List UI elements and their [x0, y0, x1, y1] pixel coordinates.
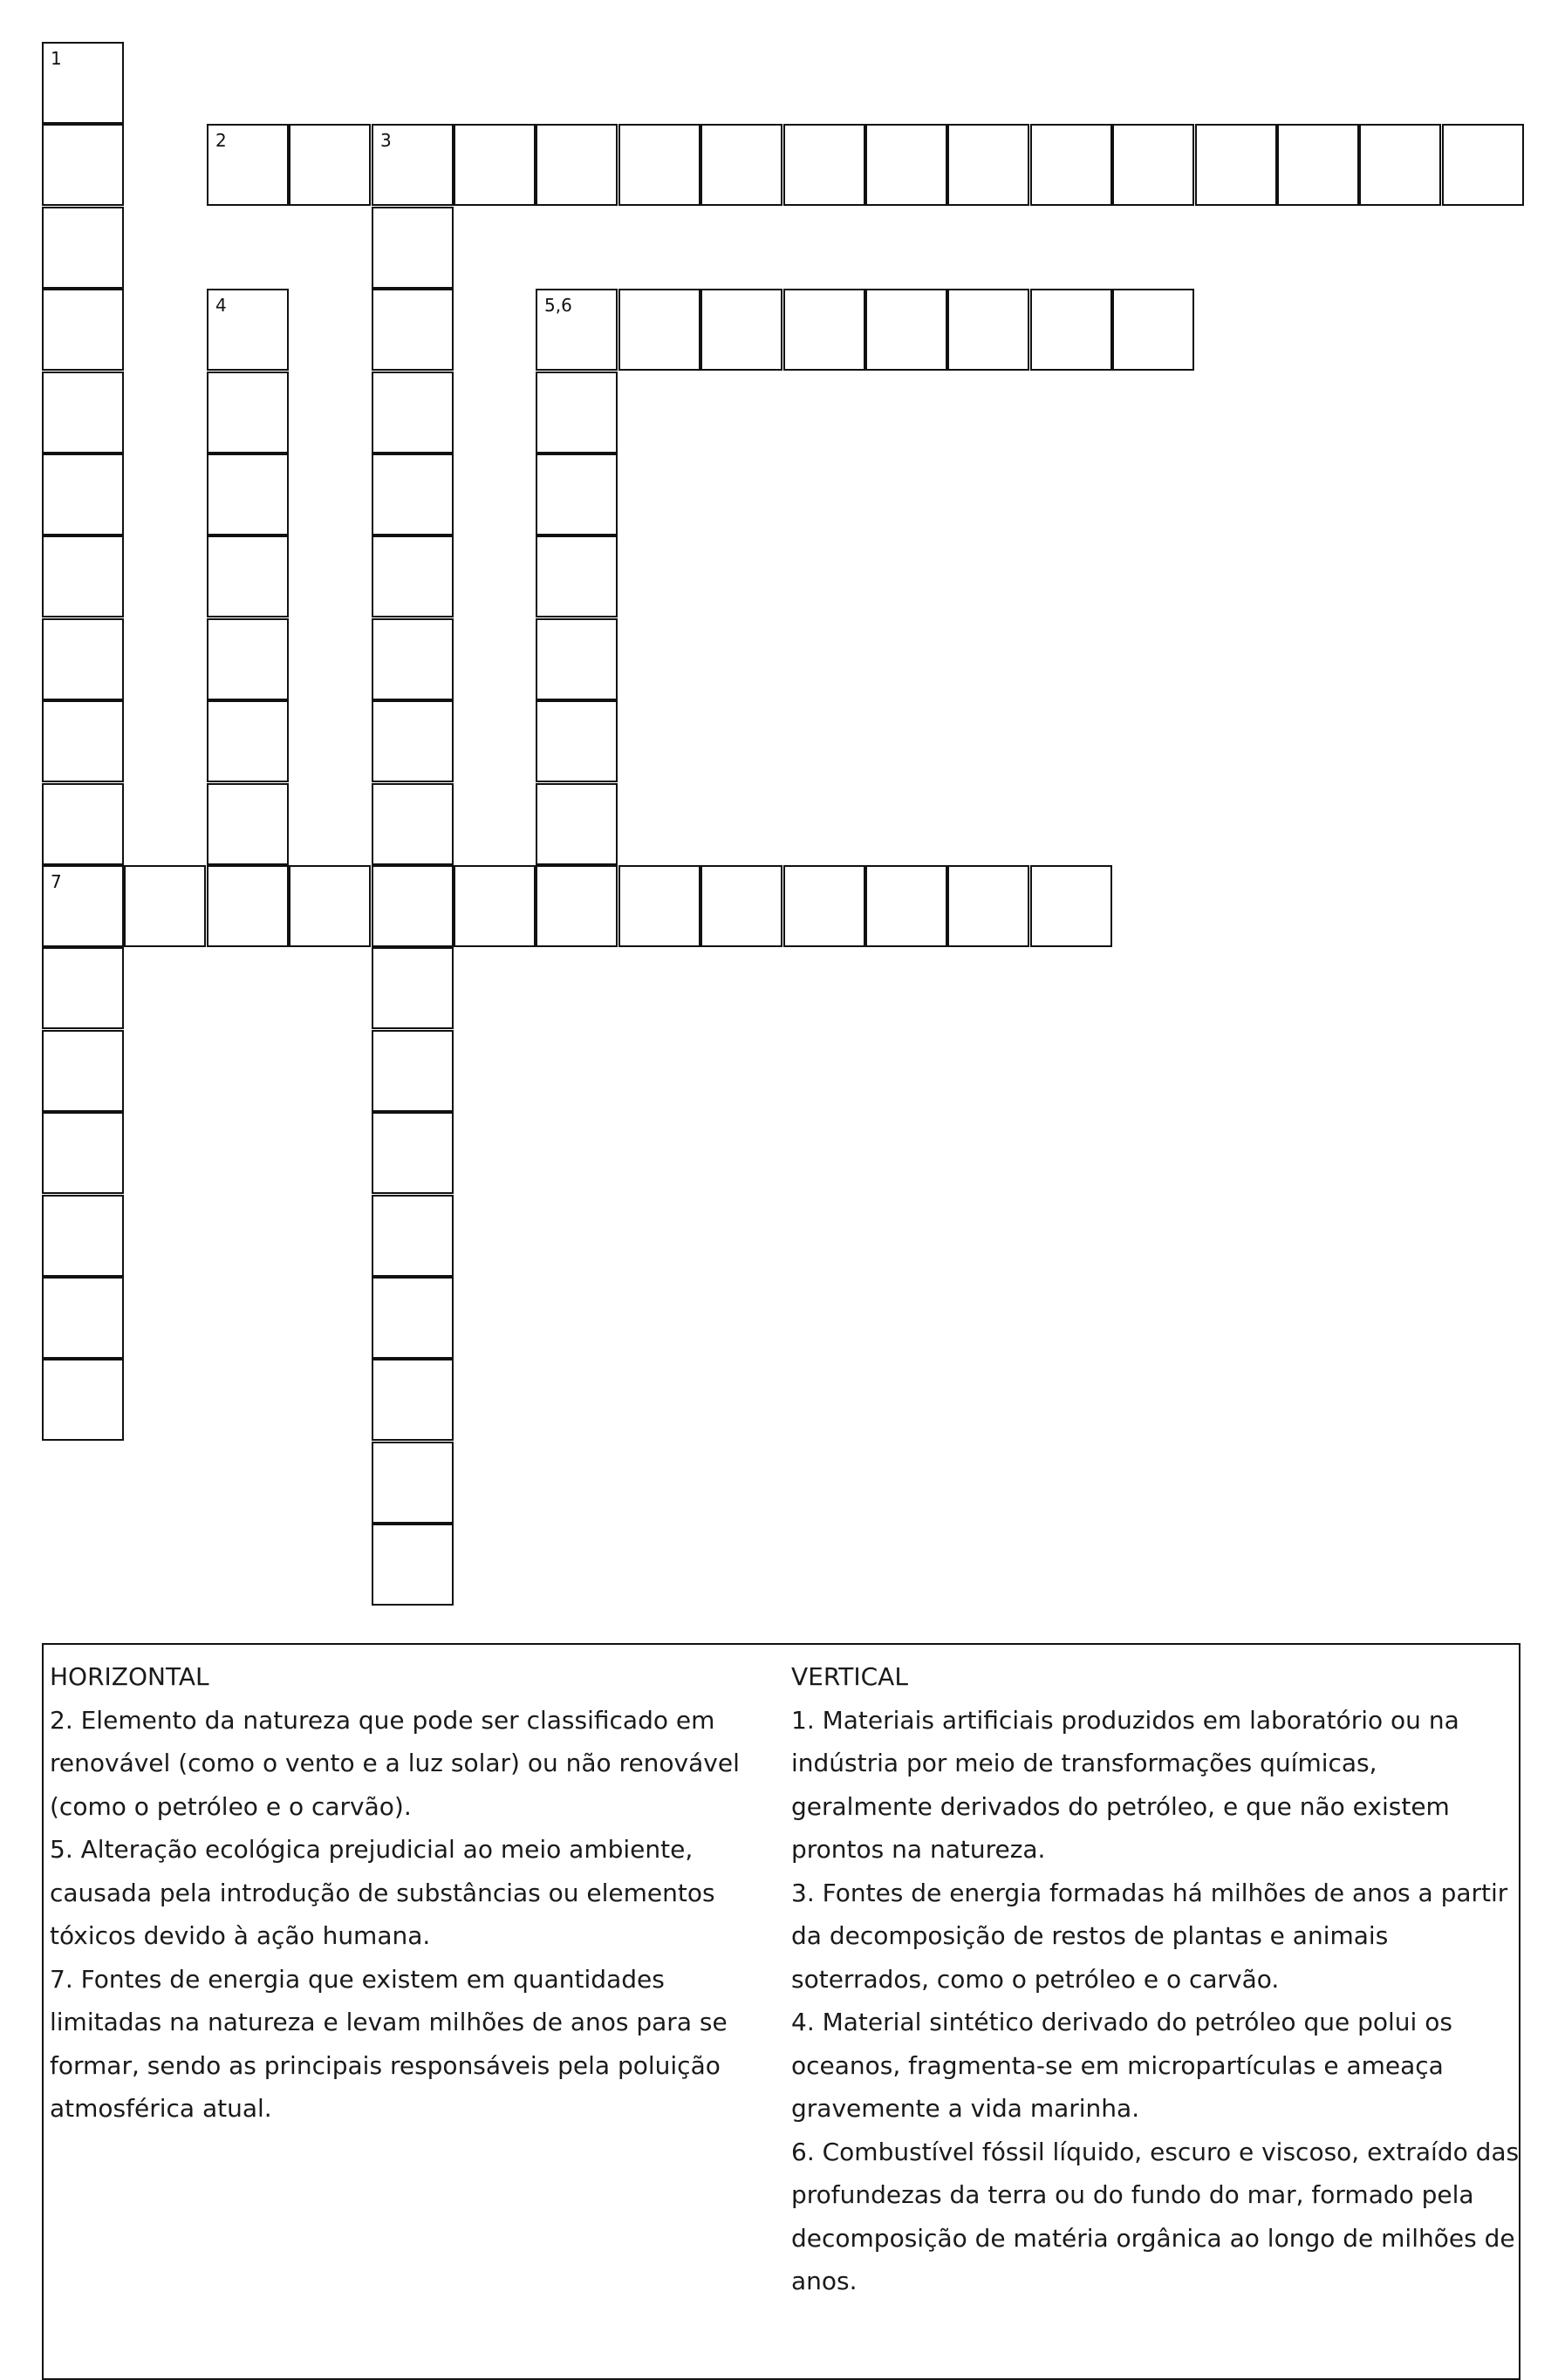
grid-cell[interactable]: [372, 1359, 454, 1441]
clue-3: 3. Fontes de energia formadas há milhões de anos a partir da decomposição de restos de plantas e animais soterrados, como o petróleo e o carvão.: [791, 1878, 1508, 1994]
grid-cell[interactable]: [1030, 289, 1112, 371]
grid-cell[interactable]: [454, 124, 536, 206]
grid-cell[interactable]: [1030, 124, 1112, 206]
grid-cell[interactable]: [42, 618, 124, 700]
grid-cell[interactable]: [947, 289, 1029, 371]
grid-cell[interactable]: [1277, 124, 1359, 206]
clue-number: 5,6: [544, 295, 572, 316]
grid-cell[interactable]: [42, 1277, 124, 1359]
grid-cell[interactable]: [536, 289, 618, 371]
grid-cell[interactable]: [372, 700, 454, 782]
grid-cell[interactable]: [42, 1359, 124, 1441]
grid-cell[interactable]: [536, 124, 618, 206]
grid-cell[interactable]: [1112, 289, 1194, 371]
grid-cell[interactable]: [372, 372, 454, 453]
grid-cell[interactable]: [289, 124, 371, 206]
grid-cell[interactable]: [42, 1195, 124, 1277]
clue-number: 7: [51, 871, 62, 892]
grid-cell[interactable]: [454, 865, 536, 947]
clue-number: 4: [215, 295, 227, 316]
grid-cell[interactable]: [536, 700, 618, 782]
grid-cell[interactable]: [372, 1277, 454, 1359]
grid-cell[interactable]: [1359, 124, 1441, 206]
grid-cell[interactable]: [42, 124, 124, 206]
grid-cell[interactable]: [372, 1030, 454, 1112]
grid-cell[interactable]: [618, 124, 700, 206]
clues-box: [42, 1643, 1520, 2380]
grid-cell[interactable]: [372, 535, 454, 617]
grid-cell[interactable]: [42, 783, 124, 865]
grid-cell[interactable]: [42, 1112, 124, 1194]
vertical-clues: [791, 1655, 1520, 2303]
clue-7: 7. Fontes de energia que existem em quantidades limitadas na natureza e levam milhões de anos para se formar, sendo as principais responsáveis pela poluição atmosférica atual.: [50, 1964, 728, 2123]
grid-cell[interactable]: [947, 124, 1029, 206]
grid-cell[interactable]: [536, 453, 618, 535]
vertical-heading: VERTICAL: [791, 1662, 908, 1691]
grid-cell[interactable]: [618, 865, 700, 947]
grid-cell[interactable]: [372, 947, 454, 1029]
grid-cell[interactable]: [42, 535, 124, 617]
grid-cell[interactable]: [536, 618, 618, 700]
grid-cell[interactable]: [207, 618, 289, 700]
clue-6: 6. Combustível fóssil líquido, escuro e viscoso, extraído das profundezas da terra ou do fundo do mar, formado pela decomposição de matéria orgânica ao longo de milhões de anos.: [791, 2137, 1520, 2295]
grid-cell[interactable]: [42, 1030, 124, 1112]
grid-cell[interactable]: [42, 700, 124, 782]
grid-cell[interactable]: [372, 453, 454, 535]
grid-cell[interactable]: [372, 865, 454, 947]
grid-cell[interactable]: [1030, 865, 1112, 947]
grid-cell[interactable]: [207, 783, 289, 865]
grid-cell[interactable]: [865, 289, 947, 371]
grid-cell[interactable]: [372, 124, 454, 206]
grid-cell[interactable]: [1112, 124, 1194, 206]
grid-cell[interactable]: [207, 700, 289, 782]
grid-cell[interactable]: [372, 618, 454, 700]
grid-cell[interactable]: [42, 289, 124, 371]
grid-cell[interactable]: [372, 1524, 454, 1606]
grid-cell[interactable]: [865, 124, 947, 206]
grid-cell[interactable]: [124, 865, 206, 947]
grid-cell[interactable]: [207, 535, 289, 617]
grid-cell[interactable]: [372, 1195, 454, 1277]
grid-cell[interactable]: [289, 865, 371, 947]
grid-cell[interactable]: [42, 42, 124, 124]
grid-cell[interactable]: [536, 783, 618, 865]
grid-cell[interactable]: [1442, 124, 1524, 206]
grid-cell[interactable]: [783, 289, 865, 371]
horizontal-heading: HORIZONTAL: [50, 1662, 209, 1691]
grid-cell[interactable]: [536, 865, 618, 947]
grid-cell[interactable]: [372, 1112, 454, 1194]
clue-5: 5. Alteração ecológica prejudicial ao meio ambiente, causada pela introdução de substâncias ou elementos tóxicos devido à ação humana.: [50, 1835, 715, 1950]
grid-cell[interactable]: [536, 535, 618, 617]
clue-2: 2. Elemento da natureza que pode ser classificado em renovável (como o vento e a luz solar) ou não renovável (como o petróleo e o carvão).: [50, 1705, 740, 1821]
grid-cell[interactable]: [207, 124, 289, 206]
clue-4: 4. Material sintético derivado do petróleo que polui os oceanos, fragmenta-se em micropartículas e ameaça gravemente a vida marinha.: [791, 2008, 1452, 2123]
grid-cell[interactable]: [207, 453, 289, 535]
grid-cell[interactable]: [207, 865, 289, 947]
grid-cell[interactable]: [700, 289, 782, 371]
grid-cell[interactable]: [42, 207, 124, 289]
grid-cell[interactable]: [700, 865, 782, 947]
grid-cell[interactable]: [372, 289, 454, 371]
grid-cell[interactable]: [372, 1442, 454, 1524]
grid-cell[interactable]: [783, 865, 865, 947]
horizontal-clues: [50, 1655, 782, 2131]
grid-cell[interactable]: [536, 372, 618, 453]
grid-cell[interactable]: [865, 865, 947, 947]
grid-cell[interactable]: [372, 207, 454, 289]
clue-number: 2: [215, 130, 227, 151]
clue-number: 3: [380, 130, 392, 151]
grid-cell[interactable]: [1195, 124, 1277, 206]
grid-cell[interactable]: [700, 124, 782, 206]
grid-cell[interactable]: [207, 289, 289, 371]
grid-cell[interactable]: [618, 289, 700, 371]
grid-cell[interactable]: [42, 372, 124, 453]
grid-cell[interactable]: [947, 865, 1029, 947]
grid-cell[interactable]: [42, 865, 124, 947]
grid-cell[interactable]: [42, 947, 124, 1029]
grid-cell[interactable]: [42, 453, 124, 535]
grid-cell[interactable]: [207, 372, 289, 453]
clue-1: 1. Materiais artificiais produzidos em laboratório ou na indústria por meio de transformações químicas, geralmente derivados do petróleo, e que não existem prontos na natureza.: [791, 1705, 1459, 1864]
grid-cell[interactable]: [783, 124, 865, 206]
clue-number: 1: [51, 48, 62, 69]
grid-cell[interactable]: [372, 783, 454, 865]
